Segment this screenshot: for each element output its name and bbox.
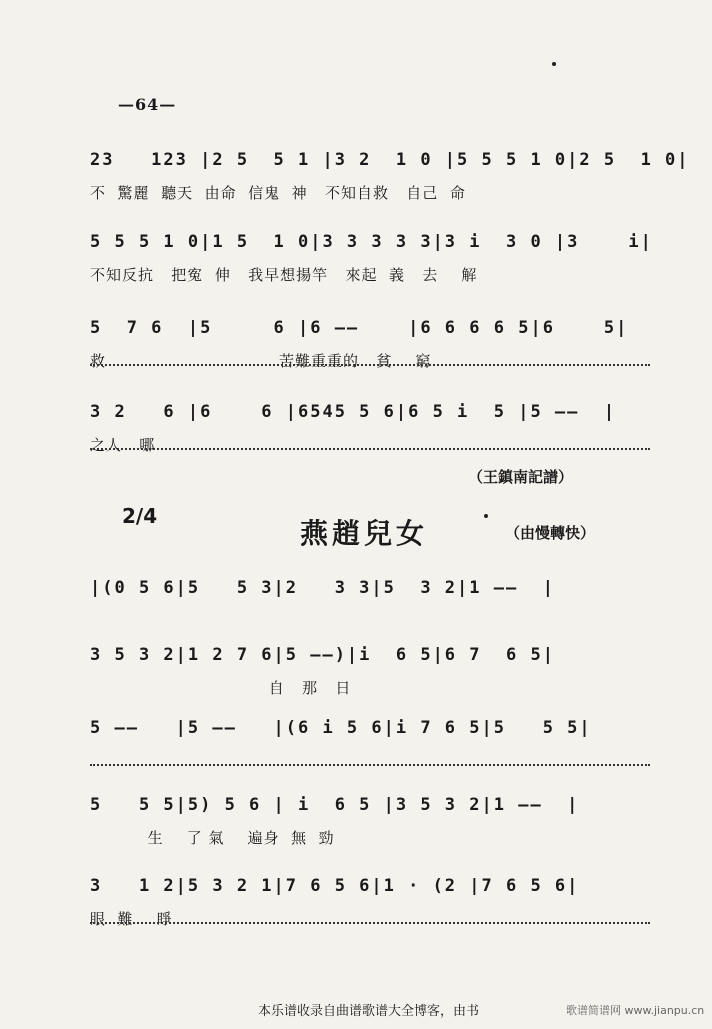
notation-line: 3 2 6 |6 6 |6545 5 6|6 5 i 5 |5 —— | [90,402,617,422]
notation-line: |(0 5 6|5 5 3|2 3 3|5 3 2|1 —— | [90,578,555,598]
transcriber-credit: （王鎮南記譜） [468,468,574,486]
notation-line: 5 5 5|5) 5 6 | i 6 5 |3 5 3 2|1 —— | [90,795,580,815]
dotted-extension-line [90,364,650,366]
lyric-line: 救 苦難重重的 貧 窮 [90,352,432,370]
dotted-extension-line [90,448,650,450]
notation-line: 3 1 2|5 3 2 1|7 6 5 6|1 · (2 |7 6 5 6| [90,876,580,896]
notation-line: 5 —— |5 —— |(6 i 5 6|i 7 6 5|5 5 5| [90,718,592,738]
notation-line: 5 5 5 1 0|1 5 1 0|3 3 3 3 3|3 i 3 0 |3 i| [90,232,653,252]
song-header [100,500,660,560]
notation-line: 23 123 |2 5 5 1 |3 2 1 0 |5 5 5 1 0|2 5 1 0| [90,150,690,170]
tempo-marking: （由慢轉快） [505,524,596,542]
lyric-line [90,750,650,774]
page-number: —64— [118,95,177,114]
dotted-extension-line [90,764,650,766]
lyric-line: 不知反抗 把寃 伸 我早想揚竿 來起 義 去 解 [90,266,478,284]
site-watermark: 歌谱简谱网 www.jianpu.cn [566,1004,705,1017]
lyric-line: 自 那 日 [90,679,352,697]
notation-line: 5 7 6 |5 6 |6 —— |6 6 6 6 5|6 5| [90,318,629,338]
lyric-line: 之人 哪 [90,436,156,454]
lyric-line: 生 了 氣 遍身 無 勁 [90,829,335,847]
lyric-line [90,610,650,634]
ink-speck [484,514,488,518]
lyric-line: 眼 難 睜 [90,910,173,928]
song-title: 燕趙兒女 [300,517,429,550]
dotted-extension-line [90,922,650,924]
footer-source-note: 本乐谱收录自曲谱歌谱大全博客，由书 [258,1004,480,1019]
notation-line: 3 5 3 2|1 2 7 6|5 ——)|i 6 5|6 7 6 5| [90,645,555,665]
lyric-line: 不 驚麗 聽天 由命 信鬼 神 不知自救 自己 命 [90,184,466,202]
time-signature: 2/4 [122,504,158,528]
ink-speck [552,62,556,66]
